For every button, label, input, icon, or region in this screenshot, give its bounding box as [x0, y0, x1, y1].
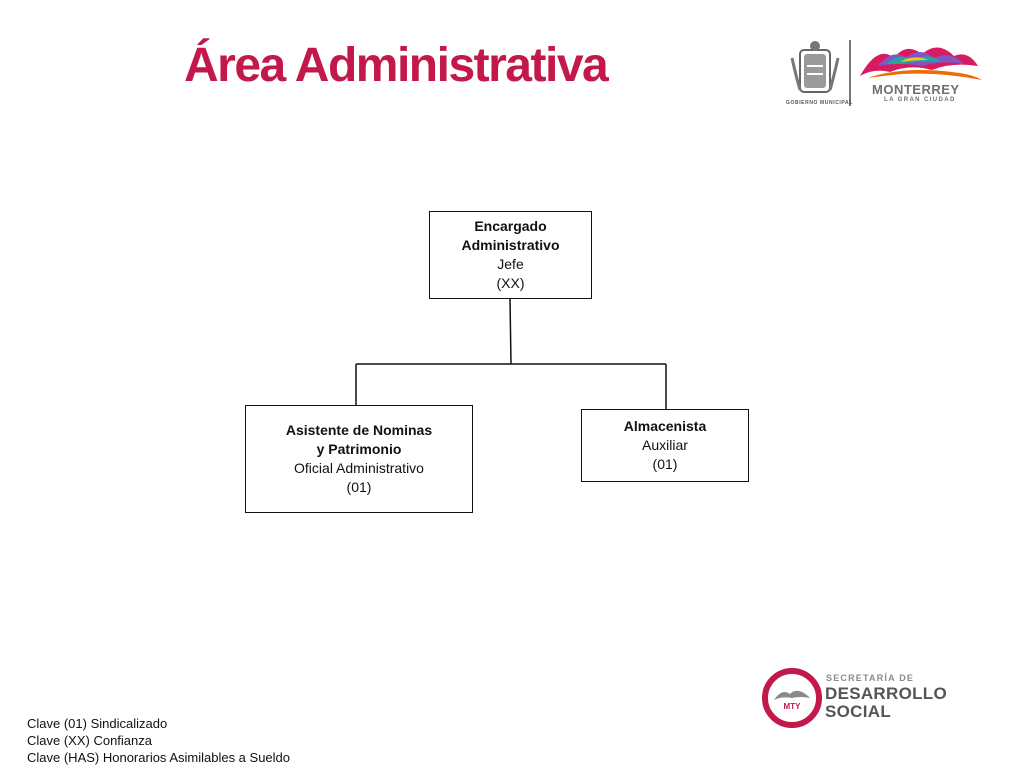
- node-title-line2: Administrativo: [461, 237, 560, 253]
- city-name: MONTERREY: [872, 82, 960, 97]
- node-role: Jefe: [497, 256, 524, 272]
- node-title-line1: Almacenista: [623, 418, 707, 434]
- node-title-line1: Asistente de Nominas: [285, 422, 433, 438]
- legend-item: Clave (XX) Confianza: [27, 733, 152, 748]
- desarrollo-label: DESARROLLO: [825, 684, 947, 703]
- secretaria-label: SECRETARÍA DE: [826, 673, 915, 683]
- node-role: Oficial Administrativo: [294, 460, 424, 476]
- root-connector: [510, 299, 511, 364]
- org-node-encargado-administrativo: [429, 211, 592, 299]
- legend-item: Clave (HAS) Honorarios Asimilables a Sueldo: [27, 750, 291, 765]
- legend: [27, 715, 290, 766]
- node-role: Auxiliar: [642, 437, 688, 453]
- node-title-line1: Encargado: [474, 218, 547, 234]
- desarrollo-social-logo-icon: [760, 666, 824, 730]
- city-tagline: LA GRAN CIUDAD: [884, 97, 956, 103]
- page-title: Área Administrativa: [184, 39, 608, 92]
- org-node-almacenista: [581, 409, 749, 482]
- mty-badge: MTY: [783, 702, 801, 711]
- node-code: (01): [346, 479, 372, 495]
- emblem-caption: GOBIERNO MUNICIPAL: [786, 100, 853, 106]
- social-label: SOCIAL: [825, 702, 892, 721]
- org-node-asistente-nominas: [245, 405, 473, 513]
- node-code: (XX): [496, 275, 525, 291]
- node-code: (01): [652, 456, 678, 472]
- node-title-line2: y Patrimonio: [316, 441, 402, 457]
- legend-item: Clave (01) Sindicalizado: [27, 716, 168, 731]
